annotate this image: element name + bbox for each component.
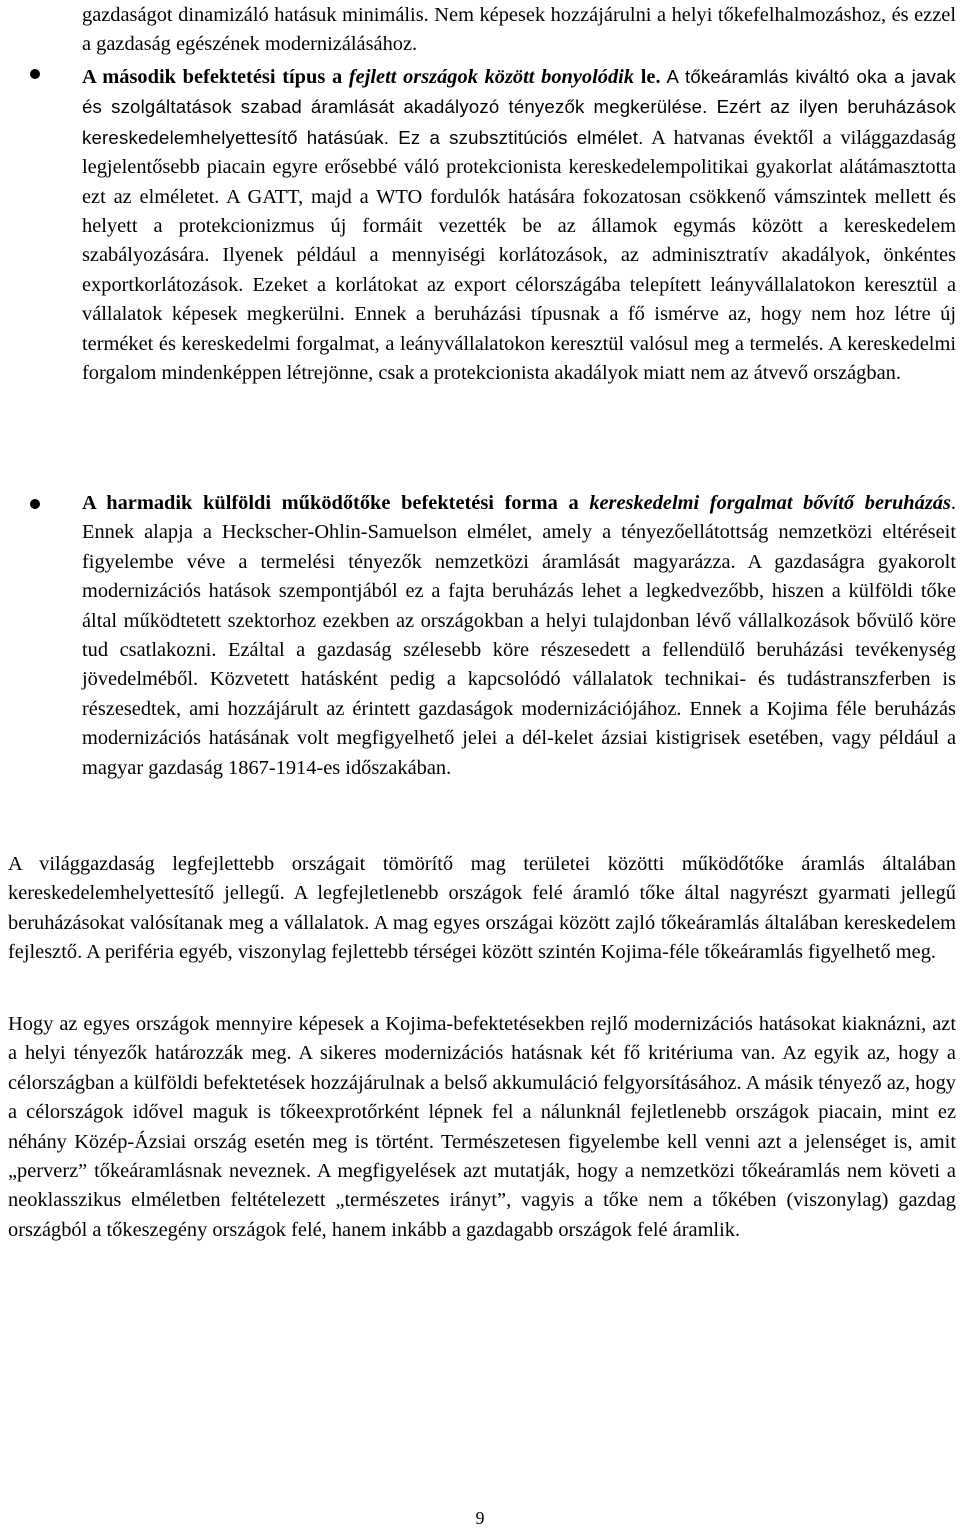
bullet-marker [30, 69, 40, 79]
bullet-lead: A második befektetési típus a [82, 66, 349, 88]
continuation-text: gazdaságot dinamizáló hatásuk minimális. Nem képesek hozzájárulni a helyi tőkefelhalmozáshoz, és ezzel a gazdaság egészének modernizálásához. [82, 4, 956, 56]
bullet-item-third-investment-type [82, 489, 956, 783]
paragraph-text: A világgazdaság legfejlettebb országait tömörítő mag területei közötti működőtőke áramlás általában kereskedelemhelyettesítő jellegű. A legfejletlenebb országok felé áramló tőke által nagyrészt gyarmati jellegű beruházásokat valósítanak meg a vállalatok. A mag egyes országai között zajló tőkeáramlás általában kereskedelem fejlesztő. A periféria egyéb, viszonylag fejlettebb térségei között szintén Kojima-féle tőkeáramlás figyelhető meg. [8, 853, 956, 964]
bullet-marker [30, 499, 40, 509]
bullet-emphasis: fejlett országok között bonyolódik [348, 66, 635, 88]
page-number: 9 [475, 1508, 485, 1528]
bullet-body-text: A hatvanas évektől a világgazdaság legjelentősebb piacain egyre erősebbé váló protekcionista kereskedelempolitikai gyakorlat alátámasztotta ezt az elméletet. A GATT, majd a WTO fordulók hatására fokozatosan csökkenő vámszintek mellett és helyett a protekcionizmus új formáit vezették be az államok egymás között a kereskedelem szabályozására. Ilyenek például a mennyiségi korlátozások, az adminisztratív akadályok, önkéntes exportkorlátozások. Ezeket a korlátokat az export célországába telepített leányvállalatokon keresztül a vállalatok képesek megkerülni. Ennek a beruházási típusnak a fő ismérve az, hogy nem hoz létre új terméket és kereskedelmi forgalmat, a leányvállalatokon keresztül valósul meg a termelés. A kereskedelmi forgalom mindenképpen létrejönne, csak a protekcionista akadályok miatt nem az átvevő országban. [82, 126, 956, 385]
bullet-emphasis: kereskedelmi forgalmat bővítő beruházás [589, 492, 951, 514]
bullet-body-text: . Ennek alapja a Heckscher-Ohlin-Samuelson elmélet, amely a tényezőellátottság nemzetközi eltéréseit figyelembe véve a termelési tényezők nemzetközi áramlását magyarázza. A gazdaságra gyakorolt modernizációs hatások szempontjából ez a fajta beruházás lehet a legkedvezőbb, hiszen a külföldi tőke által működtetett szektorhoz ezekben az országokban a helyi tulajdonban lévő vállalkozások bővülő köre tud csatlakozni. Ezáltal a gazdaság szélesebb köre részesedett a fellendülő beruházási tevékenység jövedelméből. Közvetett hatásként pedig a kapcsolódó vállalatok technikai- és tudástranszferben is részesedtek, ami hozzájárult az érintett gazdaságok modernizációjához. Ennek a Kojima féle beruházás modernizációs hatásának volt megfigyelhető jelei a dél-kelet ázsiai kistigrisek esetében, vagy például a magyar gazdaság 1867-1914-es időszakában. [82, 492, 957, 779]
paragraph [8, 850, 956, 968]
bullet-sans-text: A tőkeáramlás kiváltó oka a javak és szolgáltatások szabad áramlását akadályozó tényezők megkerülése. Ezért az ilyen beruházások kereskedelemhelyettesítő hatásúak. Ez a szubsztitúciós elmélet. [82, 66, 956, 148]
bullet-item-second-investment-type [82, 62, 956, 388]
paragraph-text: Hogy az egyes országok mennyire képesek a Kojima-befektetésekben rejlő modernizációs hatásokat kiaknázni, azt a helyi tényezők határozzák meg. A sikeres modernizációs hatásnak két fő kritériuma van. Az egyik az, hogy a célországban a külföldi befektetések hozzájárulnak a belső akkumuláció felgyorsításához. A másik tényező az, hogy a célországok idővel maguk is tőkeexprotőrként lépnek fel a nálunknál fejletlenebb országok piacain, mint ez néhány Közép-Ázsiai ország esetén meg is történt. Természetesen figyelembe kell venni azt a jelenséget is, amit „perverz” tőkeáramlásnak neveznek. A megfigyelések azt mutatják, hogy a nemzetközi tőkeáramlás nem követi a neoklasszikus elméletben feltételezett „természetes irányt”, vagyis a tőke nem a tőkében (viszonylag) gazdag országból a tőkeszegény országok felé, hanem inkább a gazdagabb országok felé áramlik. [8, 1013, 956, 1241]
bullet-continuation-text [82, 1, 956, 60]
bullet-lead: A harmadik külföldi működőtőke befektetési forma a [82, 492, 590, 514]
bullet-lead-end: le. [634, 66, 661, 88]
paragraph [8, 1010, 956, 1245]
